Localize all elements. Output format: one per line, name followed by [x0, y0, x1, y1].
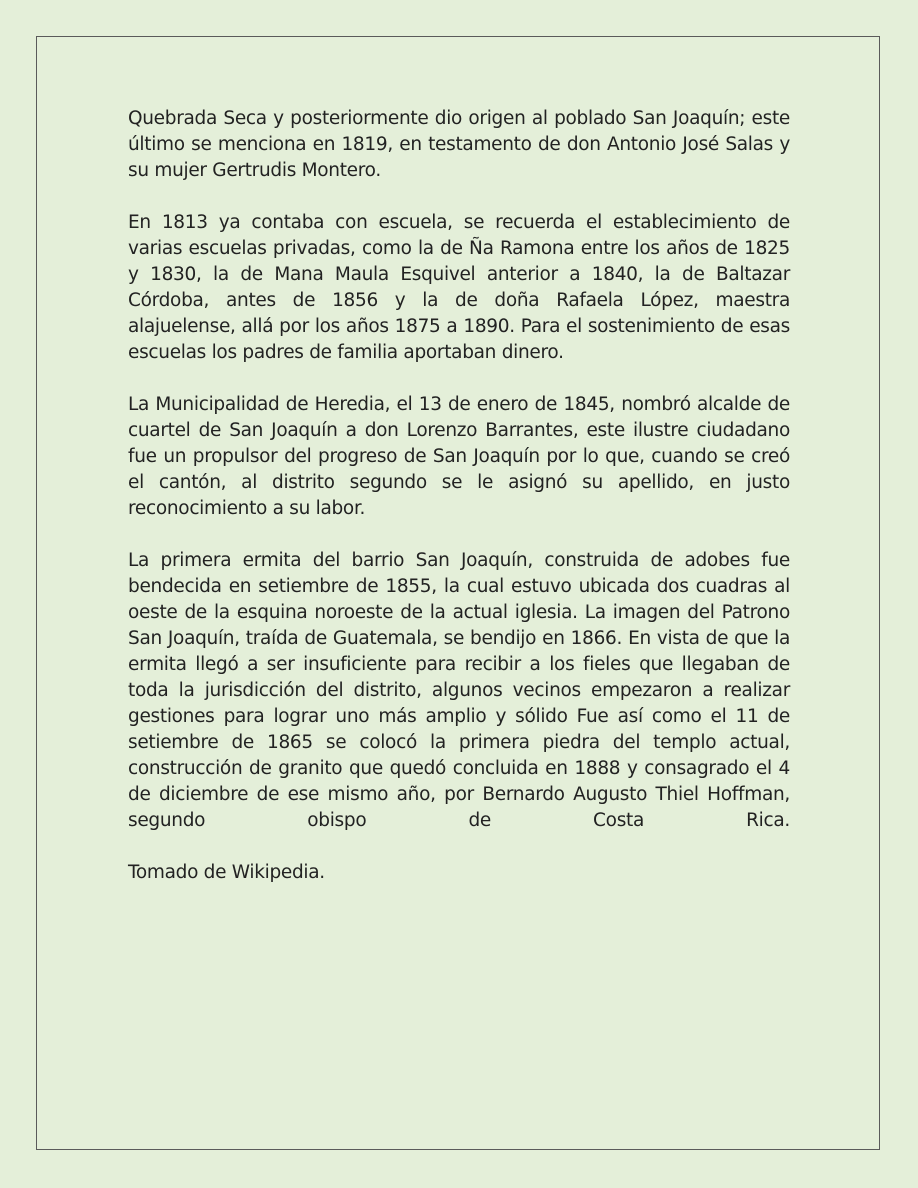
document-body: [128, 106, 790, 912]
paragraph-church: La primera ermita del barrio San Joaquín, construida de adobes fue bendecida en setiembre de 1855, la cual estuvo ubicada dos cuadras al oeste de la esquina noroeste de la actual iglesia. La imagen del Patrono San Joaquín, traída de Guatemala, se bendijo en 1866. En vista de que la ermita llegó a ser insuficiente para recibir a los fieles que llegaban de toda la jurisdicción del distrito, algunos vecinos empezaron a realizar gestiones para lograr uno más amplio y sólido Fue así como el 11 de setiembre de 1865 se colocó la primera piedra del templo actual, construcción de granito que quedó concluida en 1888 y consagrado el 4 de diciembre de ese mismo año, por Bernardo Augusto Thiel Hoffman, segundo obispo de Costa Rica.: [128, 550, 790, 831]
paragraph-san-joaquin-origin: Quebrada Seca y posteriormente dio origen al poblado San Joaquín; este último se menciona en 1819, en testamento de don Antonio José Salas y su mujer Gertrudis Montero.: [128, 108, 790, 181]
paragraph-schools: En 1813 ya contaba con escuela, se recuerda el establecimiento de varias escuelas privadas, como la de Ña Ramona entre los años de 1825 y 1830, la de Mana Maula Esquivel anterior a 1840, la de Baltazar Córdoba, antes de 1856 y la de doña Rafaela López, maestra alajuelense, allá por los años 1875 a 1890. Para el sostenimiento de esas escuelas los padres de familia aportaban dinero.: [128, 212, 790, 363]
paragraph-municipality: La Municipalidad de Heredia, el 13 de enero de 1845, nombró alcalde de cuartel de San Joaquín a don Lorenzo Barrantes, este ilustre ciudadano fue un propulsor del progreso de San Joaquín por lo que, cuando se creó el cantón, al distrito segundo se le asignó su apellido, en justo reconocimiento a su labor.: [128, 394, 790, 519]
source-note: Tomado de Wikipedia.: [128, 862, 325, 883]
